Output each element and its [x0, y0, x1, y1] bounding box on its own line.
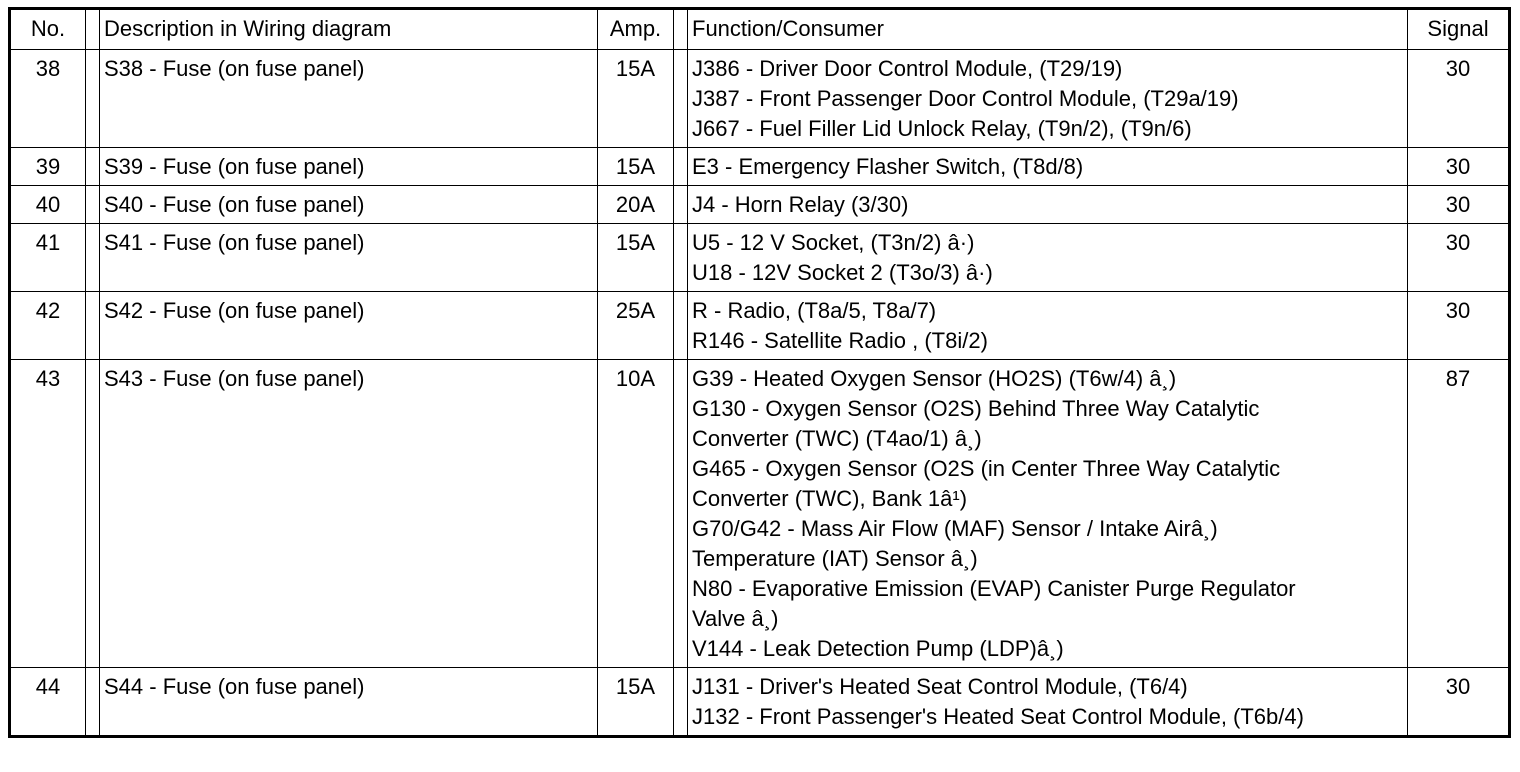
fuse-number: 40 [10, 186, 86, 224]
fuse-amperage: 25A [598, 292, 674, 360]
function-consumer-cell [688, 50, 1408, 148]
spacer-cell [86, 668, 100, 737]
spacer-cell [86, 292, 100, 360]
table-row [10, 292, 1510, 360]
function-consumer-line: R146 - Satellite Radio , (T8i/2) [692, 328, 988, 353]
fuse-description: S43 - Fuse (on fuse panel) [100, 360, 598, 668]
function-consumer-line: N80 - Evaporative Emission (EVAP) Canister Purge Regulator [692, 576, 1296, 601]
fuse-table [8, 7, 1511, 738]
function-consumer-line: J132 - Front Passenger's Heated Seat Control Module, (T6b/4) [692, 704, 1304, 729]
spacer-cell [674, 50, 688, 148]
fuse-table-body [10, 50, 1510, 737]
function-consumer-line: Converter (TWC) (T4ao/1) â¸) [692, 426, 982, 451]
fuse-number: 39 [10, 148, 86, 186]
fuse-number: 38 [10, 50, 86, 148]
fuse-signal: 87 [1408, 360, 1510, 668]
spacer-cell [674, 224, 688, 292]
fuse-description: S42 - Fuse (on fuse panel) [100, 292, 598, 360]
fuse-amperage: 15A [598, 148, 674, 186]
function-consumer-line: G70/G42 - Mass Air Flow (MAF) Sensor / Intake Airâ¸) [692, 516, 1218, 541]
function-consumer-cell [688, 668, 1408, 737]
function-consumer-line: J386 - Driver Door Control Module, (T29/19) [692, 56, 1123, 81]
function-consumer-cell [688, 292, 1408, 360]
fuse-signal: 30 [1408, 224, 1510, 292]
spacer-cell [86, 50, 100, 148]
fuse-signal: 30 [1408, 50, 1510, 148]
table-row [10, 186, 1510, 224]
function-consumer-line: G39 - Heated Oxygen Sensor (HO2S) (T6w/4) â¸) [692, 366, 1177, 391]
function-consumer-line: J131 - Driver's Heated Seat Control Module, (T6/4) [692, 674, 1188, 699]
spacer-cell [674, 148, 688, 186]
spacer-cell [674, 360, 688, 668]
header-spacer [674, 9, 688, 50]
header-spacer [86, 9, 100, 50]
fuse-description: S38 - Fuse (on fuse panel) [100, 50, 598, 148]
function-consumer-line: U5 - 12 V Socket, (T3n/2) â·) [692, 230, 975, 255]
header-signal: Signal [1408, 9, 1510, 50]
header-row [10, 9, 1510, 50]
function-consumer-line: G465 - Oxygen Sensor (O2S (in Center Three Way Catalytic [692, 456, 1281, 481]
header-description: Description in Wiring diagram [100, 9, 598, 50]
function-consumer-line: J667 - Fuel Filler Lid Unlock Relay, (T9n/2), (T9n/6) [692, 116, 1192, 141]
function-consumer-cell [688, 360, 1408, 668]
function-consumer-line: U18 - 12V Socket 2 (T3o/3) â·) [692, 260, 993, 285]
function-consumer-line: Temperature (IAT) Sensor â¸) [692, 546, 978, 571]
function-consumer-cell [688, 224, 1408, 292]
fuse-amperage: 15A [598, 668, 674, 737]
spacer-cell [86, 224, 100, 292]
spacer-cell [86, 148, 100, 186]
function-consumer-line: Converter (TWC), Bank 1â¹) [692, 486, 968, 511]
fuse-signal: 30 [1408, 186, 1510, 224]
function-consumer-line: Valve â¸) [692, 606, 779, 631]
fuse-table-container [8, 7, 1508, 738]
fuse-description: S39 - Fuse (on fuse panel) [100, 148, 598, 186]
fuse-amperage: 10A [598, 360, 674, 668]
fuse-amperage: 15A [598, 50, 674, 148]
fuse-signal: 30 [1408, 148, 1510, 186]
function-consumer-cell [688, 186, 1408, 224]
function-consumer-line: V144 - Leak Detection Pump (LDP)â¸) [692, 636, 1064, 661]
fuse-number: 43 [10, 360, 86, 668]
function-consumer-line: E3 - Emergency Flasher Switch, (T8d/8) [692, 154, 1084, 179]
fuse-number: 42 [10, 292, 86, 360]
table-row [10, 224, 1510, 292]
fuse-number: 44 [10, 668, 86, 737]
header-function: Function/Consumer [688, 9, 1408, 50]
fuse-signal: 30 [1408, 292, 1510, 360]
fuse-description: S44 - Fuse (on fuse panel) [100, 668, 598, 737]
spacer-cell [674, 292, 688, 360]
table-row [10, 50, 1510, 148]
table-row [10, 668, 1510, 737]
spacer-cell [86, 186, 100, 224]
table-row [10, 148, 1510, 186]
fuse-number: 41 [10, 224, 86, 292]
fuse-description: S41 - Fuse (on fuse panel) [100, 224, 598, 292]
function-consumer-cell [688, 148, 1408, 186]
fuse-amperage: 20A [598, 186, 674, 224]
spacer-cell [674, 668, 688, 737]
fuse-amperage: 15A [598, 224, 674, 292]
function-consumer-line: R - Radio, (T8a/5, T8a/7) [692, 298, 937, 323]
fuse-signal: 30 [1408, 668, 1510, 737]
header-no: No. [10, 9, 86, 50]
spacer-cell [86, 360, 100, 668]
fuse-description: S40 - Fuse (on fuse panel) [100, 186, 598, 224]
spacer-cell [674, 186, 688, 224]
table-row [10, 360, 1510, 668]
function-consumer-line: G130 - Oxygen Sensor (O2S) Behind Three Way Catalytic [692, 396, 1260, 421]
function-consumer-line: J4 - Horn Relay (3/30) [692, 192, 909, 217]
function-consumer-line: J387 - Front Passenger Door Control Module, (T29a/19) [692, 86, 1239, 111]
header-amp: Amp. [598, 9, 674, 50]
